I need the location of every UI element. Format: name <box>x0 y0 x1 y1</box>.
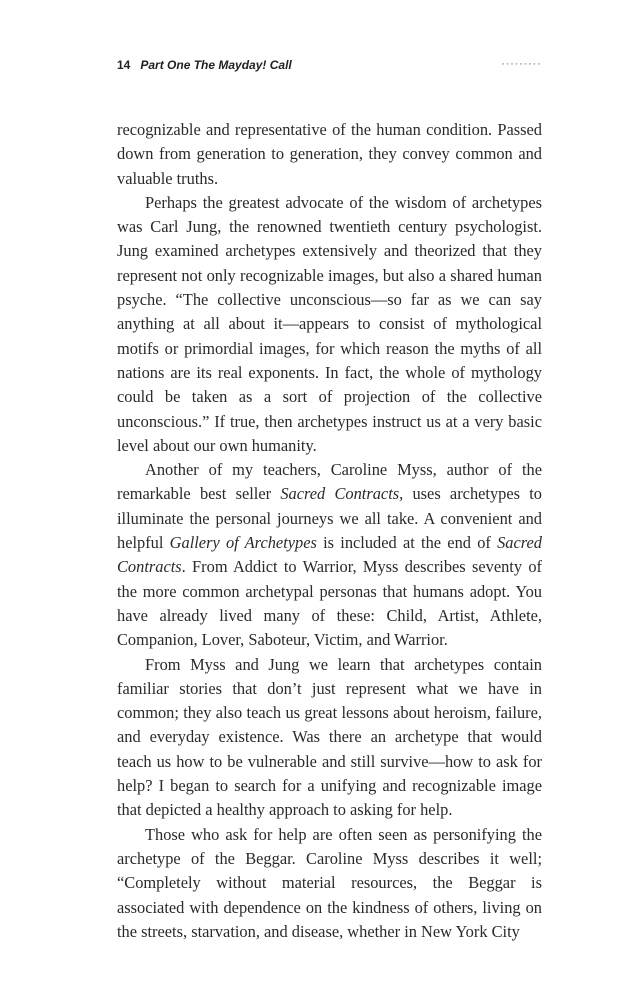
page-header <box>117 56 542 74</box>
paragraph <box>117 191 542 458</box>
text-run: From Myss and Jung we learn that archetypes contain familiar stories that don’t just represent what we have in common; they also teach us great lessons about heroism, failure, and everyday existence. Was there an archetype that would teach us how to be vulnerable and still survive—how to ask for help? I began to search for a unifying and recognizable image that depicted a healthy approach to asking for help. <box>117 654 542 820</box>
paragraph <box>117 823 542 944</box>
italic-title: Gallery of Archetypes <box>169 533 317 553</box>
running-head: Part One The Mayday! Call <box>140 58 292 72</box>
paragraph <box>117 458 542 652</box>
italic-title: Sacred Contracts, <box>280 484 404 504</box>
text-run: Another of my teachers, Caroline Myss, author of the remarkable best seller <box>117 460 542 504</box>
text-run: is included at the end of <box>316 533 498 553</box>
text-run: recognizable and representative of the human condition. Passed down from generation to generation, they convey common and valuable truths. <box>117 120 542 188</box>
text-run: Those who ask for help are often seen as personifying the archetype of the Beggar. Caroline Myss describes it well; “Completely without material resources, the Beggar is associated with dependence on the kindness of others, living on the streets, starvation, and disease, whether in New York City <box>117 824 542 941</box>
text-run: uses archetypes to illuminate the personal journeys we all take. A convenient and helpful <box>117 484 542 553</box>
italic-title: Sacred Contracts <box>117 533 542 577</box>
text-run: . From Addict to Warrior, Myss describes seventy of the more common archetypal personas that humans adopt. You have already lived many of these: Child, Artist, Athlete, Companion, Lover, Saboteur, Victim, and Warrior. <box>117 557 542 650</box>
paragraph <box>117 118 542 191</box>
header-ornament: ◦◦◦◦◦◦◦◦◦ <box>501 61 542 68</box>
paragraph <box>117 653 542 823</box>
text-run: Perhaps the greatest advocate of the wisdom of archetypes was Carl Jung, the renowned twentieth century psychologist. Jung examined archetypes extensively and theorized that they represent not only recognizable images, but also a shared human psyche. “The collective unconscious—so far as we can say anything at all about it—appears to consist of mythological motifs or primordial images, for which reason the myths of all nations are its real exponents. In fact, the whole of mythology could be taken as a sort of projection of the collective unconscious.” If true, then archetypes instruct us at a very basic level about our own humanity. <box>117 192 542 455</box>
page-number: 14 <box>117 58 131 72</box>
body-text <box>117 118 542 944</box>
